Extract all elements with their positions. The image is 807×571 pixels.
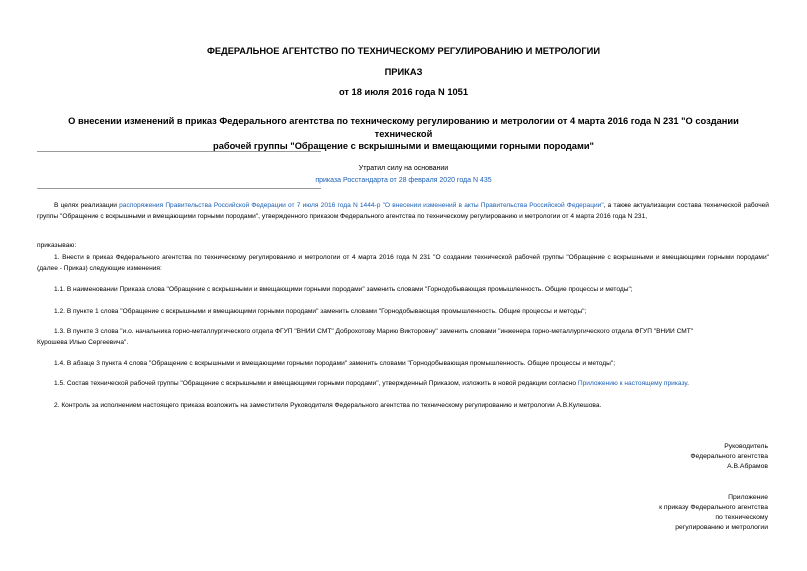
item-1-1: 1.1. В наименовании Приказа слова "Обращение с вскрышными и вмещающими горными породами" заменить словами "Горнодобывающая промышленность. Общие процессы и методы";: [54, 286, 633, 293]
doc-title: [40, 115, 767, 153]
item-1: 1. Внести в приказ Федерального агентства по техническому регулированию и метрологии от 4 марта 2016 года N 231 "О создании технической рабочей группы "Обращение с вскрышными и вмещающими горными породами" (далее - Приказ) следующие изменения:: [37, 254, 769, 272]
appendix-line-4: регулированию и метрологии: [675, 524, 768, 531]
item-1-5-pre: 1.5. Состав технической рабочей группы "Обращение с вскрышными и вмещающими горными породами", утвержденный Приказом, изложить в новой редакции согласно: [54, 380, 578, 387]
intro-post: , а также актуализации состава технической рабочей группы "Обращение с вскрышными и вмещающими горными породами", утвержденного приказом Федерального агентства по техническому регулированию и метрологии от 4 марта 2016 года N 231,: [37, 202, 769, 220]
agency-heading: ФЕДЕРАЛЬНОЕ АГЕНТСТВО ПО ТЕХНИЧЕСКОМУ РЕГУЛИРОВАНИЮ И МЕТРОЛОГИИ: [206, 46, 601, 56]
intro-pre: В целях реализации: [54, 202, 120, 209]
item-1-3-line-2: Курошева Илью Сергеевича".: [37, 338, 129, 346]
item-1-3-line-1: 1.3. В пункте 3 слова "и.о. начальника горно-металлургического отдела ФГУП "ВНИИ СМТ" Доброхотову Марию Викторовну" заменить словами "инженера горно-металлургического отдела ФГУП "ВНИИ СМТ": [54, 328, 694, 335]
item-1-2: 1.2. В пункте 1 слова "Обращение с вскрышными и вмещающими горными породами" заменить словами "Горнодобывающая промышленность. Общие процессы и методы";: [54, 308, 587, 315]
doc-title-line-1: О внесении изменений в приказ Федерального агентства по техническому регулированию и метрологии от 4 марта 2016 года N 231 "О создании технической: [68, 116, 739, 139]
status-note-link[interactable]: приказа Росстандарта от 28 февраля 2020 года N 435: [315, 177, 492, 184]
doc-title-line-2: рабочей группы "Обращение с вскрышными и вмещающими горными породами": [213, 141, 594, 151]
intro-paragraph: [37, 201, 769, 222]
item-1-5-post: .: [687, 380, 689, 387]
separator-top: [37, 151, 321, 152]
signature-line-1: Руководитель: [724, 443, 768, 450]
signature-line-2: Федерального агентства: [690, 453, 768, 460]
item-1-3: [37, 327, 769, 348]
signature-block: [690, 442, 768, 472]
appendix-line-2: к приказу Федерального агентства: [659, 504, 768, 511]
status-note: [0, 163, 807, 187]
item-1-5: [54, 379, 769, 390]
appendix-line-1: Приложение: [728, 494, 768, 501]
status-note-text: Утратил силу на основании: [358, 165, 449, 172]
order-word: приказываю:: [37, 242, 77, 249]
item-2: 2. Контроль за исполнением настоящего приказа возложить на заместителя Руководителя Федерального агентства по техническому регулированию и метрологии А.В.Кулешова.: [54, 402, 602, 409]
separator-bottom: [37, 188, 321, 189]
appendix-link[interactable]: Приложению к настоящему приказу: [577, 380, 688, 387]
signature-line-3: А.В.Абрамов: [727, 463, 768, 470]
appendix-block: [659, 493, 768, 533]
appendix-line-3: по техническому: [715, 514, 768, 521]
doc-date-number: от 18 июля 2016 года N 1051: [338, 87, 469, 97]
government-order-link[interactable]: распоряжения Правительства Российской Федерации от 7 июля 2016 года N 1444-р "О внесении изменений в акты Правительства Российской Федерации": [119, 202, 604, 209]
item-1-4: 1.4. В абзаце 3 пункта 4 слова "Обращение с вскрышными и вмещающими горными породами" заменить словами "Горнодобывающая промышленность. Общие процессы и методы";: [54, 360, 616, 367]
doc-type-heading: ПРИКАЗ: [384, 67, 423, 77]
